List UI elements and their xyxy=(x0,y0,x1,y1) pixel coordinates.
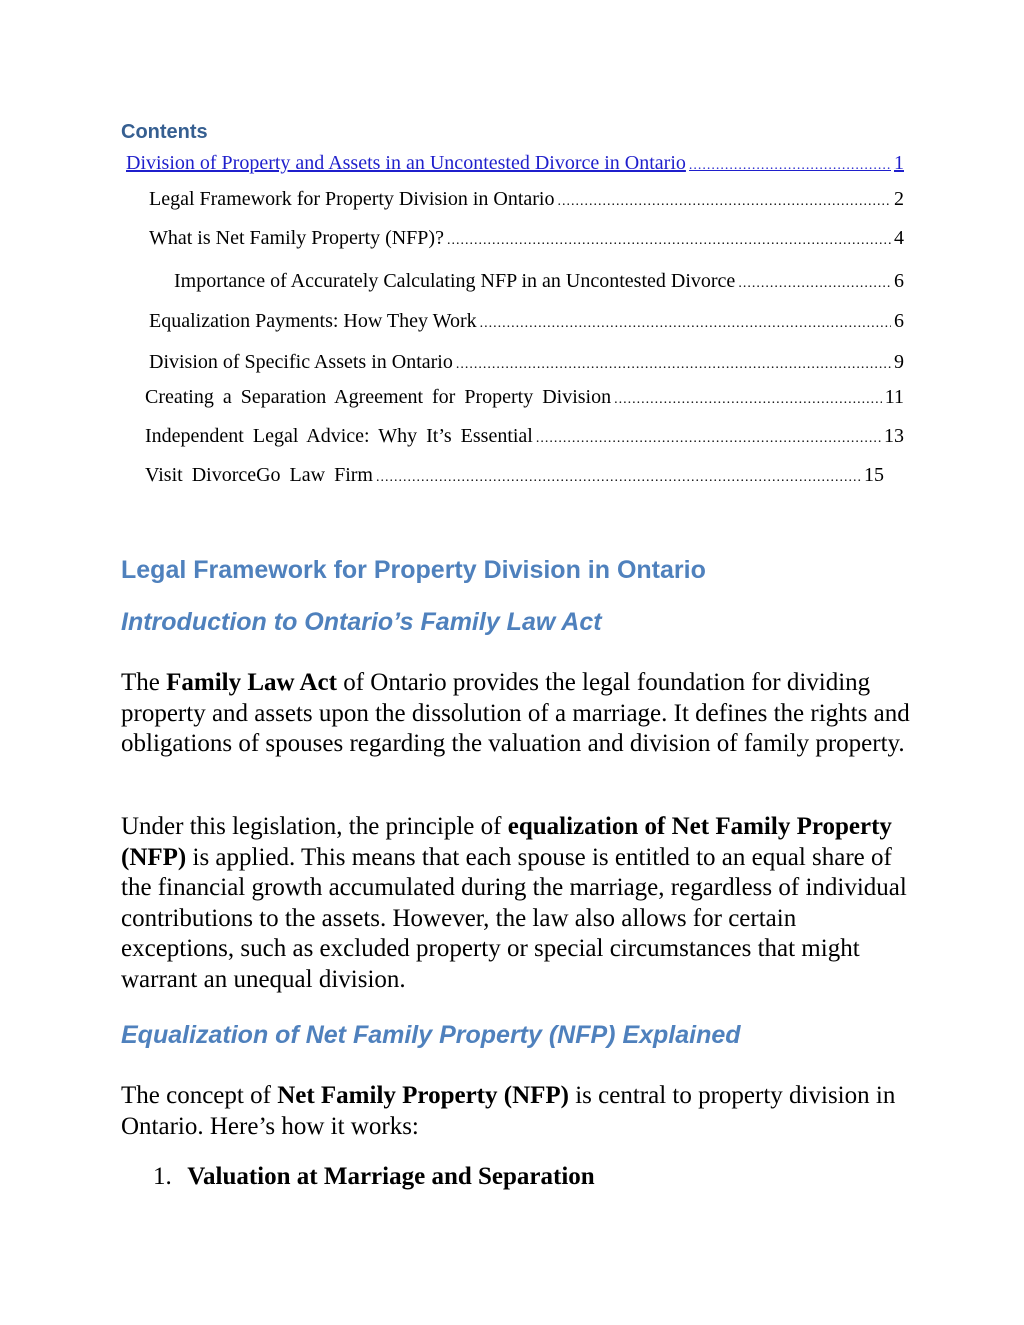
toc-entry-legal-framework[interactable] xyxy=(149,188,904,211)
paragraph-bold-text: equalization of Net Family Property (NFP) xyxy=(121,813,892,871)
toc-entry-title: Independent Legal Advice: Why It’s Essential xyxy=(145,425,533,447)
toc-entry-page: 6 xyxy=(894,270,904,292)
toc-entry-what-is-nfp[interactable] xyxy=(149,227,904,250)
paragraph-text: is applied. This means that each spouse is entitled to an equal share of the financial growth accumulated during the marriage, regardless of individual contributions to the assets. However, the law also allows for certain exceptions, such as excluded property or special circumstances that might warrant an unequal division. xyxy=(121,843,907,993)
subsection-heading-nfp-explained: Equalization of Net Family Property (NFP) Explained xyxy=(121,1021,741,1049)
toc-leader xyxy=(738,276,891,292)
toc-entry-title: Division of Property and Assets in an Uncontested Divorce in Ontario xyxy=(126,152,686,174)
toc-entry-title: Division of Specific Assets in Ontario xyxy=(149,351,453,373)
toc-entry-importance-nfp[interactable] xyxy=(174,270,904,293)
toc-entry-title: Equalization Payments: How They Work xyxy=(149,310,477,332)
toc-entry-title: What is Net Family Property (NFP)? xyxy=(149,227,444,249)
paragraph-family-law-act-intro xyxy=(121,668,911,760)
toc-entry-title: Legal Framework for Property Division in Ontario xyxy=(149,188,555,210)
toc-entry-separation-agreement[interactable] xyxy=(145,386,904,409)
toc-entry-page: 1 xyxy=(894,152,904,174)
paragraph-bold-text: Family Law Act xyxy=(166,669,337,696)
toc-leader xyxy=(480,316,891,332)
toc-entry-visit-divorcego[interactable] xyxy=(145,464,884,487)
toc-entry-title: Visit DivorceGo Law Firm xyxy=(145,464,373,486)
paragraph-bold-text: Net Family Property (NFP) xyxy=(277,1082,569,1109)
toc-entry-page: 11 xyxy=(884,386,904,408)
list-item xyxy=(153,1163,595,1191)
paragraph-nfp-concept xyxy=(121,1081,911,1142)
toc-entry-page: 9 xyxy=(894,351,904,373)
toc-entry-page: 4 xyxy=(894,227,904,249)
toc-leader xyxy=(447,233,891,249)
toc-entry-page: 2 xyxy=(894,188,904,210)
toc-entry-title: Importance of Accurately Calculating NFP in an Uncontested Divorce xyxy=(174,270,736,292)
toc-entry-title: Creating a Separation Agreement for Property Division xyxy=(145,386,612,408)
paragraph-equalization-principle xyxy=(121,812,911,996)
toc-entry-equalization-payments[interactable] xyxy=(149,310,904,333)
toc-leader xyxy=(456,357,891,373)
toc-leader xyxy=(614,392,882,408)
toc-entry-independent-legal-advice[interactable] xyxy=(145,425,904,448)
list-item-number: 1. xyxy=(153,1163,172,1190)
paragraph-text: of Ontario provides the legal foundation for dividing property and assets upon the dissolution of a marriage. It defines the rights and obligations of spouses regarding the valuation and division of family property. xyxy=(121,669,910,758)
toc-entry-specific-assets[interactable] xyxy=(149,351,904,374)
paragraph-text: is central to property division in Ontario. Here’s how it works: xyxy=(121,1082,896,1140)
toc-leader xyxy=(557,194,891,210)
section-heading: Legal Framework for Property Division in Ontario xyxy=(121,556,706,584)
paragraph-text: Under this legislation, the principle of xyxy=(121,813,508,840)
toc-leader xyxy=(536,431,881,447)
toc-entry-page: 15 xyxy=(864,464,884,486)
list-item-text: Valuation at Marriage and Separation xyxy=(187,1163,595,1190)
toc-entry-page: 13 xyxy=(884,425,904,447)
paragraph-text: The concept of xyxy=(121,1082,278,1109)
subsection-heading-family-law-act: Introduction to Ontario’s Family Law Act xyxy=(121,608,602,636)
toc-entry-division-of-property[interactable] xyxy=(126,152,904,175)
toc-leader xyxy=(689,158,891,174)
toc-entry-page: 6 xyxy=(894,310,904,332)
paragraph-text: The xyxy=(121,669,167,696)
toc-heading: Contents xyxy=(121,121,208,143)
toc-leader xyxy=(376,470,861,486)
